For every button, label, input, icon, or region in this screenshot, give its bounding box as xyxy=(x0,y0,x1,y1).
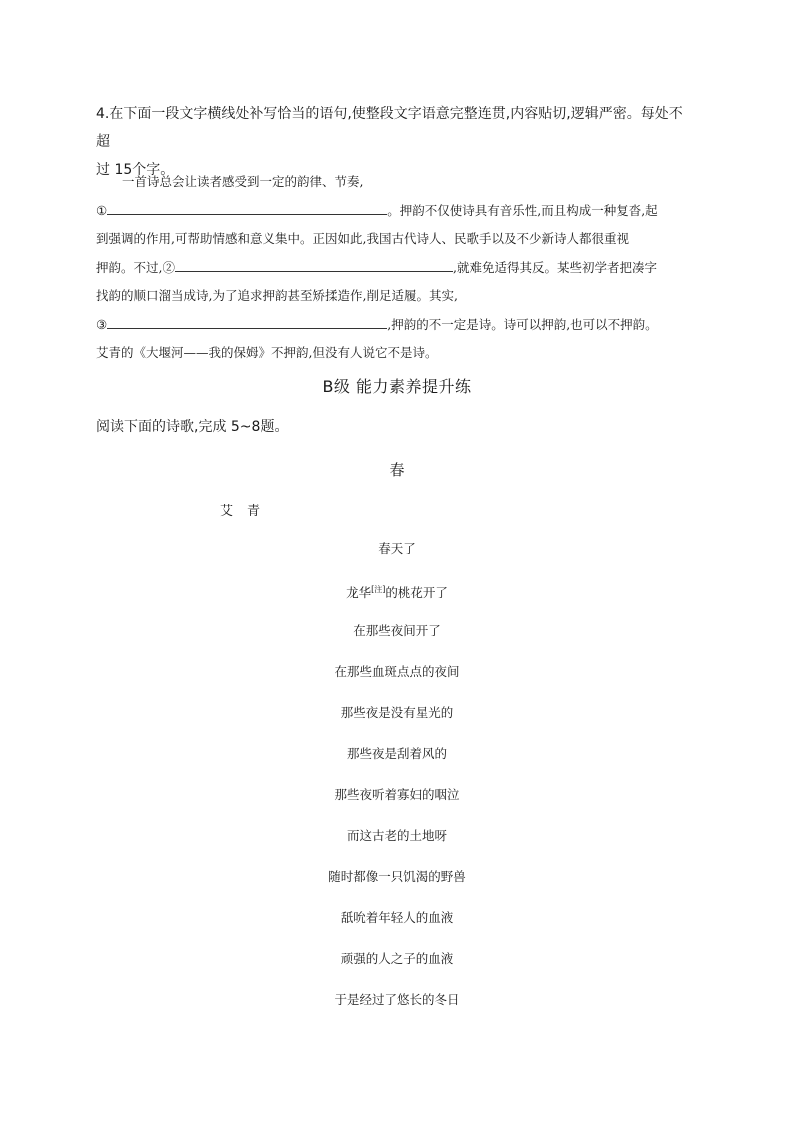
question-4-prompt-line1: 4.在下面一段文字横线处补写恰当的语句,使整段文字语意完整连贯,内容贴切,逻辑严密。每处不超 xyxy=(96,106,683,150)
passage-line-4-after: ,就难免适得其反。某些初学者把凑字 xyxy=(453,259,657,275)
passage xyxy=(96,168,696,368)
passage-line-7: 艾青的《大堰河——我的保姆》不押韵,但没有人说它不是诗。 xyxy=(96,345,438,360)
passage-line-1: 一首诗总会让读者感受到一定的韵律、节奏, xyxy=(122,174,364,189)
poem-line: 在那些血斑点点的夜间 xyxy=(334,664,460,679)
poem-line: 舐吮着年轻人的血液 xyxy=(340,910,454,925)
blank-2[interactable] xyxy=(175,257,453,272)
poem-line-rest: 的桃花开了 xyxy=(385,585,448,601)
poem-line-text: 龙华 xyxy=(346,585,372,601)
passage-line-6-text: ,押韵的不一定是诗。诗可以押韵,也可以不押韵。 xyxy=(387,316,658,332)
section-title: B级 能力素养提升练 xyxy=(322,377,472,396)
passage-line-2-text: 。押韵不仅使诗具有音乐性,而且构成一种复沓,起 xyxy=(387,202,658,218)
poem-line: 那些夜听着寡妇的咽泣 xyxy=(334,787,460,802)
passage-line-2 xyxy=(96,197,696,226)
poem-author: 艾青 xyxy=(220,504,275,519)
passage-line-6 xyxy=(96,311,696,340)
poem-line: 顽强的人之子的血液 xyxy=(340,951,454,966)
poem-line: 于是经过了悠长的冬日 xyxy=(334,992,460,1007)
poem-line: 在那些夜间开了 xyxy=(353,623,441,638)
poem-title: 春 xyxy=(389,461,405,479)
poem-line: 随时都像一只饥渴的野兽 xyxy=(328,869,466,884)
poem-line: 那些夜是刮着风的 xyxy=(346,746,447,761)
reading-instruction: 阅读下面的诗歌,完成 5~8题。 xyxy=(96,419,289,435)
passage-line-3: 到强调的作用,可帮助情感和意义集中。正因如此,我国古代诗人、民歌手以及不少新诗人都很重视 xyxy=(96,231,629,246)
blank-3[interactable] xyxy=(107,314,387,329)
blank-1[interactable] xyxy=(107,200,387,215)
question-4-prompt-line2: 过 15个字。 xyxy=(96,162,175,178)
passage-line-4 xyxy=(96,254,696,283)
blank-2-marker: ② xyxy=(162,259,175,275)
passage-line-5: 找韵的顺口溜当成诗,为了追求押韵甚至矫揉造作,削足适履。其实, xyxy=(96,288,458,303)
blank-1-marker: ① xyxy=(96,202,108,218)
footnote-marker[interactable]: [注] xyxy=(371,585,386,594)
poem-line: 而这古老的土地呀 xyxy=(346,828,447,843)
poem-body xyxy=(0,540,794,1032)
poem-line-with-note xyxy=(0,581,794,622)
blank-3-marker: ③ xyxy=(96,316,108,332)
poem-line: 那些夜是没有星光的 xyxy=(340,705,454,720)
poem-line: 春天了 xyxy=(378,541,416,556)
passage-line-4-before: 押韵。不过, xyxy=(96,259,163,275)
